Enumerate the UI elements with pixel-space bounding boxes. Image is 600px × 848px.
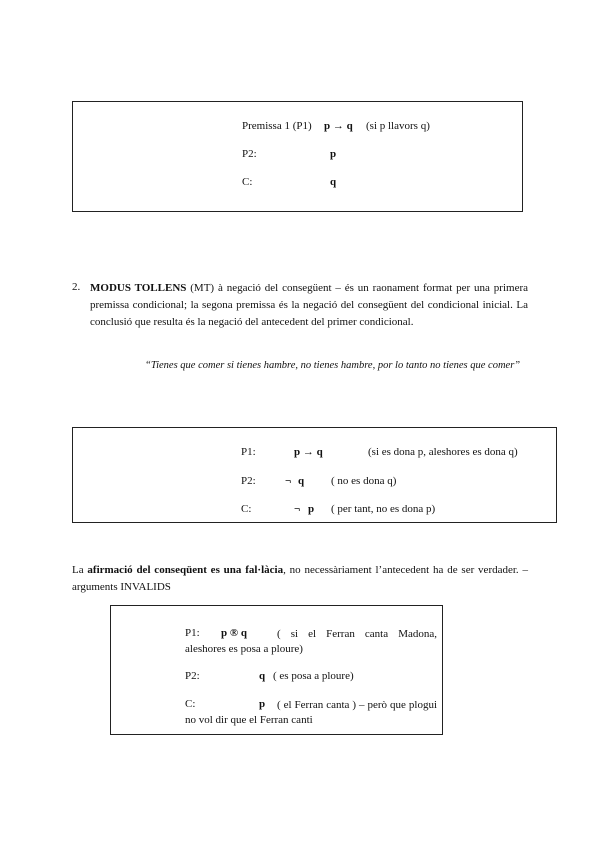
box2-p1-formula: p → q [294,446,323,458]
box3-p2-label: P2: [185,670,200,682]
box1-p1-formula: p → q [324,120,353,132]
modus-tollens-paragraph [90,280,528,331]
box3-p2-formula: q [259,670,266,682]
box1-p1-note: (si p llavors q) [366,120,430,132]
box3-p2-note: ( es posa a ploure) [273,670,354,682]
box3-p1-note: ( si el Ferran canta Madona, aleshores es posa a ploure) [185,628,437,655]
box3-c-label: C: [185,698,196,710]
box1-c-formula: q [330,176,337,188]
box2-c-variable: p [308,503,315,515]
box1-p2-label: P2: [242,148,257,160]
box1-c-label: C: [242,176,253,188]
box1-p2-formula: p [330,148,337,160]
modus-tollens-text: (MT) à negació del consegüent – és un raonament format per una primera premissa condicional; la segona premissa és la negació del consegüent del condicional inicial. La conclusió que resulta és la negació del antecedent del primer condicional. [90,282,529,328]
box2-p1-label: P1: [241,446,256,458]
box3-p1-formula: p ® q [221,627,247,639]
box2-p2-note: ( no es dona q) [331,475,397,487]
box2-p2-label: P2: [241,475,256,487]
argument-box-3 [110,605,443,735]
box2-p1-note: (si es dona p, aleshores es dona q) [368,446,518,458]
box3-p1-label: P1: [185,627,200,639]
box3-c-formula: p [259,698,266,710]
box2-c-note: ( per tant, no es dona p) [331,503,436,515]
box2-p2-variable: q [298,475,305,487]
example-quote: “Tienes que comer si tienes hambre, no tienes hambre, por lo tanto no tienes que comer” [145,360,521,371]
fallacy-pre: La [72,564,88,576]
fallacy-post: , no necessàriament l’antecedent ha de ser verdader. – arguments INVALIDS [72,564,528,593]
section-number: 2. [72,281,81,293]
box2-p2-negation: ¬ [285,475,292,487]
argument-box-2 [72,427,557,523]
fallacy-paragraph [72,562,528,596]
box1-p1-label: Premissa 1 (P1) [242,120,312,132]
argument-box-1 [72,101,523,212]
box2-c-negation: ¬ [294,503,301,515]
modus-tollens-title: MODUS TOLLENS [90,282,187,294]
box3-c-note: ( el Ferran canta ) – però que plogui no vol dir que el Ferran canti [185,699,437,726]
fallacy-bold: afirmació del conseqüent es una fal·làcia [87,564,284,576]
box2-c-label: C: [241,503,252,515]
